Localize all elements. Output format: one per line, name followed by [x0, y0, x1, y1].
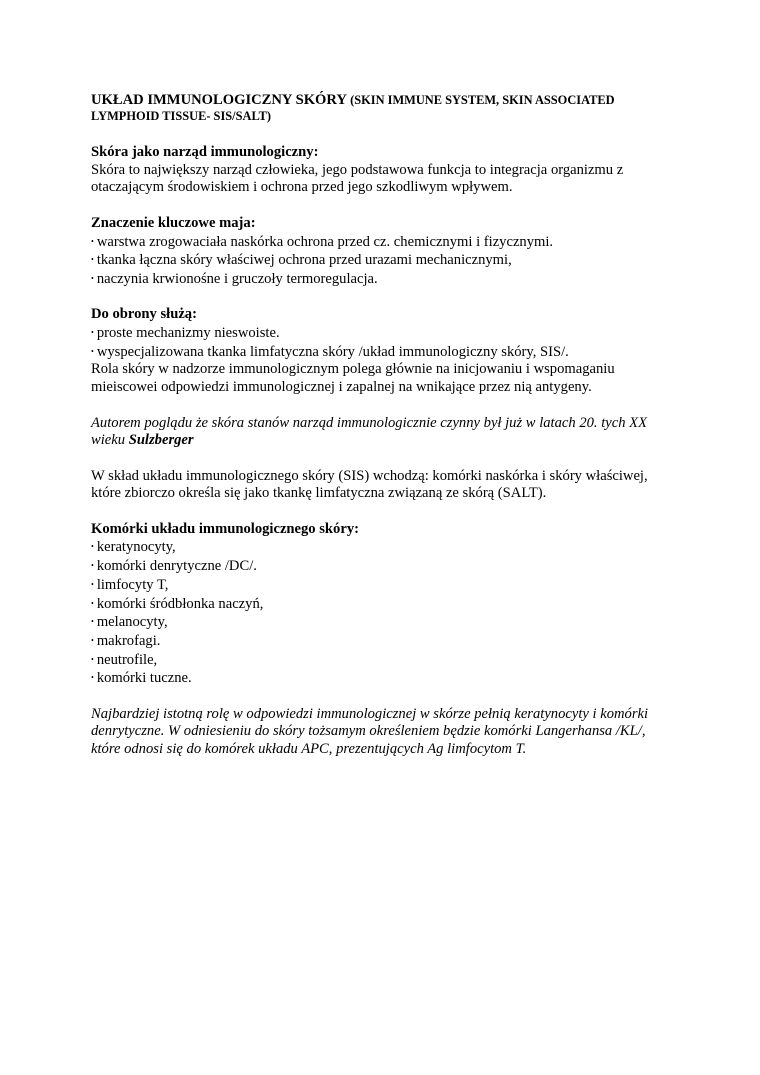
bullet-icon: •	[91, 598, 94, 608]
section-heading: Znaczenie kluczowe maja:	[91, 214, 256, 231]
section-heading: Komórki układu immunologicznego skóry:	[91, 520, 359, 537]
list-item-text: warstwa zrogowaciała naskórka ochrona przed cz. chemicznymi i fizycznymi.	[96, 233, 554, 250]
list-item	[91, 576, 671, 595]
list-item	[91, 557, 671, 576]
title-main: UKŁAD IMMUNOLOGICZNY SKÓRY	[91, 92, 347, 108]
bullet-icon: •	[91, 236, 94, 246]
list-item	[91, 595, 671, 614]
section-cells	[91, 521, 671, 688]
section-text: Rola skóry w nadzorze immunologicznym polega głównie na inicjowaniu i wspomaganiu mieiscowei odpowiedzi immunologicznej i zapalnej na wnikające przez nią antygeny.	[91, 361, 615, 396]
list-item-text: komórki śródbłonka naczyń,	[96, 595, 264, 612]
list-item	[91, 613, 671, 632]
list-item-text: melanocyty,	[96, 614, 168, 631]
section-defense	[91, 306, 671, 397]
list-item-text: neutrofile,	[96, 651, 158, 668]
sis-paragraph: W skład układu immunologicznego skóry (SIS) wchodzą: komórki naskórka i skóry właściwej, które zbiorczo określa się jako tkankę limfatyczna związaną ze skórą (SALT).	[91, 467, 648, 502]
section-heading: Skóra jako narząd immunologiczny:	[91, 144, 319, 160]
bullet-icon: •	[91, 579, 94, 589]
list-item-text: makrofagi.	[96, 632, 161, 649]
bullet-list	[91, 233, 671, 289]
title-subtitle: (SKIN IMMUNE SYSTEM, SKIN ASSOCIATED LYMPHOID TISSUE- SIS/SALT)	[91, 93, 615, 123]
bullet-icon: •	[91, 635, 94, 645]
list-item	[91, 651, 671, 670]
bullet-icon: •	[91, 617, 94, 627]
list-item	[91, 324, 671, 343]
list-item	[91, 251, 671, 270]
list-item-text: proste mechanizmy nieswoiste.	[96, 325, 280, 341]
list-item-text: tkanka łączna skóry właściwej ochrona przed urazami mechanicznymi,	[96, 252, 512, 269]
list-item	[91, 233, 671, 252]
list-item	[91, 538, 671, 557]
list-item	[91, 669, 671, 688]
bullet-icon: •	[91, 328, 94, 337]
bullet-icon: •	[91, 561, 94, 571]
list-item	[91, 632, 671, 651]
bullet-icon: •	[91, 346, 94, 356]
bullet-icon: •	[91, 255, 94, 265]
document-page	[91, 92, 671, 759]
bullet-icon: •	[91, 654, 94, 664]
list-item-text: keratynocyty,	[96, 539, 176, 556]
quote-author: Sulzberger	[128, 432, 194, 449]
bullet-icon: •	[91, 273, 94, 283]
list-item	[91, 270, 671, 289]
bullet-icon: •	[91, 542, 94, 552]
section-text: Skóra to największy narząd człowieka, jego podstawowa funkcja to integracja organizmu z otaczającym środowiskiem i ochrona przed jego szkodliwym wpływem.	[91, 161, 624, 196]
list-item	[91, 343, 671, 362]
quote-text: Autorem poglądu że skóra stanów narząd immunologicznie czynny był już w latach 20. tych XX wieku	[91, 414, 647, 449]
quote-paragraph	[91, 415, 671, 450]
section-key-importance	[91, 215, 671, 289]
section-heading: Do obrony służą:	[91, 306, 197, 323]
list-item-text: naczynia krwionośne i gruczoły termoregulacja.	[96, 270, 378, 287]
list-item-text: wyspecjalizowana tkanka limfatyczna skóry /układ immunologiczny skóry, SIS/.	[96, 343, 569, 360]
closing-paragraph: Najbardziej istotną rolę w odpowiedzi immunologicznej w skórze pełnią keratynocyty i komórki denrytyczne. W odniesieniu do skóry tożsamym określeniem będzie komórki Langerhansa /KL/, które odnosi się do komórek układu APC, prezentujących Ag limfocytom T.	[91, 705, 649, 758]
bullet-icon: •	[91, 673, 94, 683]
list-item-text: komórki denrytyczne /DC/.	[96, 558, 257, 575]
bullet-list	[91, 538, 671, 688]
list-item-text: komórki tuczne.	[96, 670, 192, 687]
section-skin-organ	[91, 144, 671, 197]
list-item-text: limfocyty T,	[96, 576, 169, 593]
document-title	[91, 92, 671, 124]
bullet-list	[91, 324, 671, 361]
